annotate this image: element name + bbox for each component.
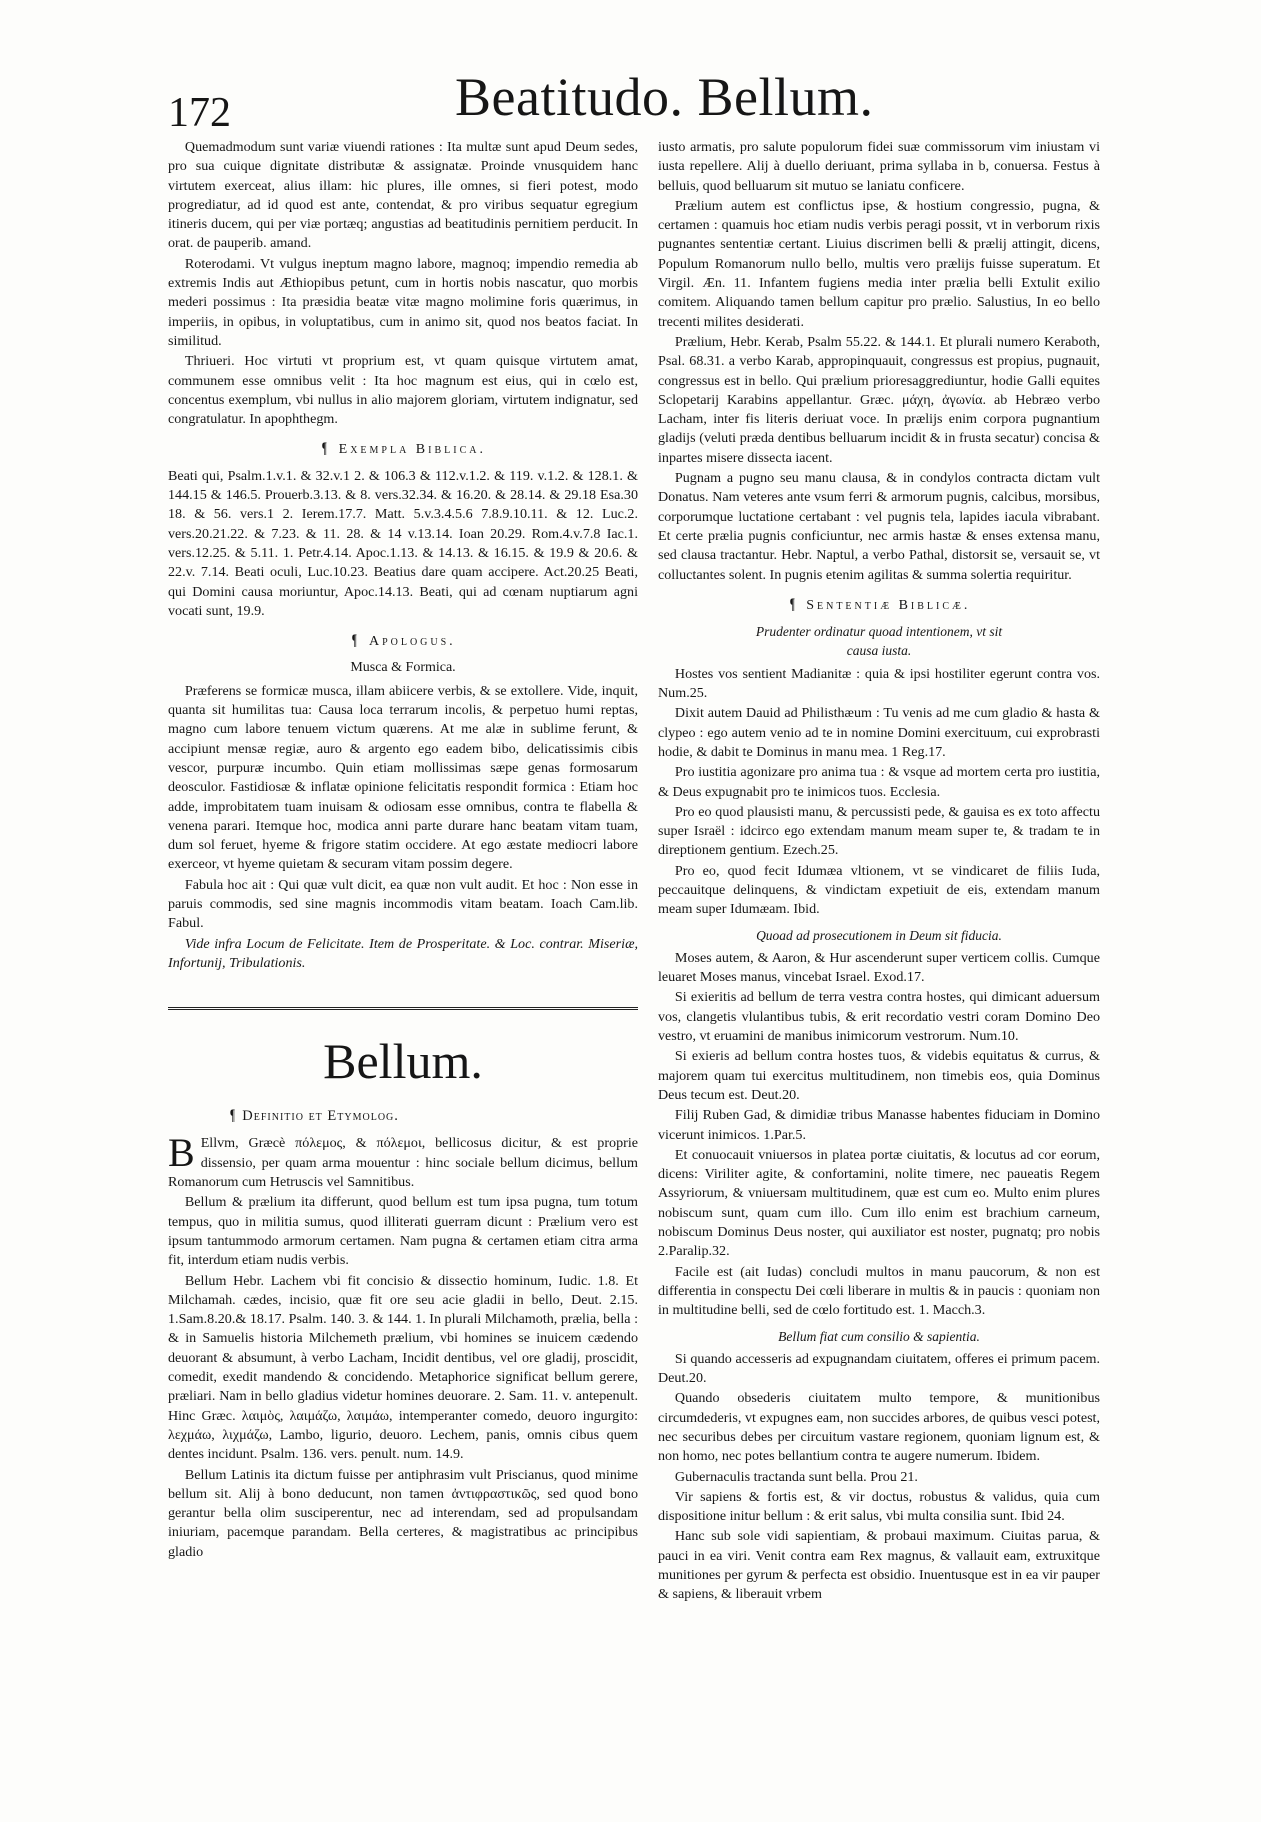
subheading: Quoad ad prosecutionem in Deum sit fiducia. — [756, 927, 1002, 943]
cross-reference: Vide infra Locum de Felicitate. Item de Prosperitate. & Loc. contrar. Miseriæ, Infortunij, Tribulationis. — [168, 935, 638, 971]
paragraph: Dixit autem Dauid ad Philisthæum : Tu venis ad me cum gladio & hasta & clypeo : ego autem venio ad te in nomine Domini exercituum, cui exprobrasti hodie, & dabit te Dominus in manu mea. 1 Reg.17. — [658, 705, 1100, 760]
paragraph: B Ellvm, Græcè πόλεμος, & πόλεμοι, bellicosus dicitur, & est proprie dissensio, per quam arma mouentur : hinc sociale bellum dicimus, bellum Romanorum cum Hetruscis vel Samnitibus. — [168, 1130, 638, 1191]
paragraph: Filij Ruben Gad, & dimidiæ tribus Manasse habentes fiduciam in Domino vicerunt inimicos. 1.Par.5. — [658, 1107, 1100, 1143]
paragraph: Vir sapiens & fortis est, & vir doctus, robustus & validus, quia cum dispositione initur bellum : & erit salus, vbi multa consilia sunt. Ibid 24. — [658, 1488, 1100, 1525]
paragraph: Pro eo quod plausisti manu, & percussisti pede, & gauisa es ex toto affectu super Israël : idcirco ego extendam manum meam super te, & tradam te in direptionem gentium. Ezech.25. — [658, 803, 1100, 859]
fable-title: Musca & Formica. — [350, 660, 456, 676]
subheading: Prudenter ordinatur quoad intentionem, vt sit causa iusta. — [755, 624, 1003, 659]
paragraph: Bellum & prælium ita differunt, quod bellum est tum ipsa pugna, tum totum tempus, quo in militia sumus, quod illiterati guerram dicunt : Prælium vero est ipsum tantummodo armorum certamen. Nam pugna & certamen etiam citra arma fit, interdum etiam nudis verbis. — [168, 1194, 638, 1269]
section-heading-definitio: ¶ Definitio et Etymolog. — [229, 1107, 399, 1125]
page-number: 172 — [168, 90, 231, 136]
paragraph: Si exieritis ad bellum de terra vestra contra hostes, qui dimicant aduersum vos, clangetis vlulantibus tubis, & erit recordatio vestri coram Domino Deo vestro, vt eruamini de manibus inimicorum vestrorum. Num.10. — [658, 989, 1100, 1045]
paragraph: Fabula hoc ait : Qui quæ vult dicit, ea quæ non vult audit. Et hoc : Non esse in paruis commodis, sed sine magnis incommodis vitam beatam. Ioach Cam.lib. Fabul. — [168, 876, 638, 932]
section-heading-apologus: ¶ Apologus. — [352, 632, 456, 650]
drop-cap: B — [168, 1130, 195, 1176]
paragraph: Hanc sub sole vidi sapientiam, & probaui maximum. Ciuitas parua, & pauci in ea viri. Venit contra eam Rex magnus, & vallauit eam, extruxitque munitiones per gyrum & perfecta est obsidio. Inuentusque est in ea vir pauper & sapiens, & liberauit vrbem — [658, 1528, 1100, 1603]
running-head: Beatitudo. Bellum. — [455, 67, 874, 127]
subheading: Bellum fiat cum consilio & sapientia. — [778, 1328, 980, 1344]
section-heading-exempla: ¶ Exempla Biblica. — [321, 440, 486, 458]
pilcrow-icon: ¶ — [789, 595, 795, 613]
section-heading-sententiae: ¶ Sententiæ Biblicæ. — [789, 595, 971, 613]
paragraph: Roterodami. Vt vulgus ineptum magno labore, magnoq; impendio remedia ab extremis Indis aut Æthiopibus petunt, cum in hortis nobis nascatur, quo morbis mederi possimus : Ita præsidia beatæ vitæ magno molimine foris quærimus, in imperiis, in opibus, in voluptatibus, cum in animo sit, quod nos beatos faciat. In similitud. — [168, 255, 638, 349]
paragraph: Et conuocauit vniuersos in platea portæ ciuitatis, & locutus ad cor eorum, dicens: Viriliter agite, & confortamini, nolite timere, nec paueatis Regem Assyriorum, & vniuersam multitudinem, quæ est cum eo. Multo enim plures nobiscum sunt, quam cum illo. Cum illo enim est brachium carneum, nobiscum Dominus Deus noster, qui auxiliator est noster, pugnatq; pro nobis 2.Paralip.32. — [658, 1146, 1100, 1260]
paragraph: Pro eo, quod fecit Idumæa vltionem, vt se vindicaret de filiis Iuda, peccauitque delinquens, & vindictam expetiuit de eis, extendam manum meam super Idumæam. Ibid. — [658, 862, 1100, 918]
paragraph: Si exieris ad bellum contra hostes tuos, & videbis equitatus & currus, & majorem quam tui exercitus multitudinem, non timebis eos, quia Dominus Deus tecum est. Deut.20. — [658, 1048, 1100, 1103]
pilcrow-icon: ¶ — [229, 1107, 236, 1125]
paragraph: Prælium autem est conflictus ipse, & hostium congressio, pugna, & certamen : quamuis hoc etiam nudis verbis peragi possit, vt in verborum rixis pugnantes sententiæ certant. Liuius discrimen belli & prælij attingit, dicens, Populum Romanorum nullo bello, multis vero prælijs fuisse superatum. Et Virgil. Æn. 11. Infantem fugiens media inter prælia belli Extulit exilio comitem. Aliquando tamen bellum capitur pro prælio. Salustius, In eo bello trecenti milites desiderati. — [658, 197, 1100, 330]
paragraph: Pugnam a pugno seu manu clausa, & in condylos contracta dictam vult Donatus. Nam veteres ante vsum ferri & armorum pugnis, calcibus, morsibus, corporumque luctatione certabant : vel pugnis tela, lapides iacula vibrabant. Et certe prælia pugnis conficiuntur, nec armis hastæ & enses extensa manu, sed clausa tractantur. Hebr. Naptul, a verbo Pathal, distorsit se, versauit se, vt colluctantes solent. In pugnis etenim agilitas & summa solertia requiritur. — [658, 470, 1100, 583]
paragraph: Quemadmodum sunt variæ viuendi rationes : Ita multæ sunt apud Deum sedes, pro sua cuique dignitate distributæ & assignatæ. Proinde vnusquidem hanc virtutem exerceat, alius illam: hic plures, ille omnes, si fieri potest, modo progrediatur, ad id quod est ante, contendat, & pro viribus sequatur egregium itineris ducem, qui per viæ portæq; angustias ad beatitudinis pernitiem perducit. In orat. de pauperib. amand. — [168, 139, 638, 252]
section-title: Bellum. — [323, 1033, 483, 1090]
paragraph: Si quando accesseris ad expugnandam ciuitatem, offeres ei primum pacem. Deut.20. — [658, 1350, 1100, 1387]
paragraph: Hostes vos sentient Madianitæ : quia & ipsi hostiliter egerunt contra vos. Num.25. — [658, 665, 1100, 702]
paragraph: Bellum Latinis ita dictum fuisse per antiphrasim vult Priscianus, quod minime bellum sit. Alij à bono deducunt, non tamen ἀντιφραστικῶς, sed quod bono gerantur bella olim susciperentur, nec ad interendam, sed ad propulsandam iniuriam, pacemque parandam. Bella certeres, & magistratibus ac principibus gladio — [168, 1466, 638, 1560]
left-column — [168, 138, 638, 1563]
paragraph: Gubernaculis tractanda sunt bella. Prou 21. — [674, 1468, 918, 1485]
paragraph: Quando obsederis ciuitatem multo tempore, & munitionibus circumdederis, vt expugnes eam, non succides arbores, de quibus vesci potest, nec securibus debes per circuitum vastare regionem, quoniam lignum est, & non homo, nec potes bellantium contra te augere numerum. Ibidem. — [658, 1390, 1100, 1465]
section-divider — [168, 1007, 638, 1010]
paragraph: iusto armatis, pro salute populorum fidei suæ commissorum vim iniustam vi iusta repellere. Alij à duello deriuant, prima syllaba in b, conuersa. Festus à belluis, quod belluarum sit mutuo se laniatu conficere. — [658, 139, 1100, 194]
paragraph: Moses autem, & Aaron, & Hur ascenderunt super verticem collis. Cumque leuaret Moses manus, vincebat Israel. Exod.17. — [658, 949, 1100, 986]
paragraph: Bellum Hebr. Lachem vbi fit concisio & dissectio hominum, Iudic. 1.8. Et Milchamah. cædes, incisio, quæ fit ore seu acie gladii in bello, Deut. 2.15. 1.Sam.8.20.& 18.17. Psalm. 140. 3. & 144. 1. In plurali Milchamoth, prælia, bella : & in Samuelis historia Milchemeth prælium, vbi homines se inuicem cædendo deuorant & absumunt, à verbo Lacham, Incidit dentibus, vel ore gladij, proscidit, comedit, exedit mandendo & concidendo. Metaphorice significat bellum gerere, præliari. Nam in bello gladius videtur homines deuorare. 2. Sam. 11. v. antepenult. Hinc Græc. λαιμὸς, λαιμάζω, λαιμάω, intemperanter comedo, deuoro ingurgito: λεχμάω, λιχμάζω, Lambo, ligurio, deuoro. Lechem, panis, omnis cibus quem dentes incidunt. Psalm. 136. vers. penult. num. 14.9. — [168, 1272, 638, 1463]
paragraph: Prælium, Hebr. Kerab, Psalm 55.22. & 144.1. Et plurali numero Keraboth, Psal. 68.31. a verbo Karab, appropinquauit, congressus est propius, pugnauit, congressus est in bello. Qui prælium prioresaggrediuntur, hodie Galli equites Sclopetarij Karabins appellantur. Græc. μάχη, ἀγωνία. ab Hebræo verbo Lacham, inter fis literis deriuat voce. In prælijs enim corpora pugnantium gladijs (veluti præda dentibus belluarum incidit & in frusta secatur) concisa & inpartes misere dissecta iacent. — [658, 333, 1100, 466]
pilcrow-icon: ¶ — [352, 632, 358, 650]
paragraph: Pro iustitia agonizare pro anima tua : & vsque ad mortem certa pro iustitia, & Deus expugnabit pro te inimicos tuos. Ecclesia. — [658, 764, 1100, 800]
paragraph: Beati qui, Psalm.1.v.1. & 32.v.1 2. & 106.3 & 112.v.1.2. & 119. v.1.2. & 128.1. & 144.15 & 146.5. Prouerb.3.13. & 8. vers.32.34. & 16.20. & 28.14. & 29.18 Esa.30 18. & 56. vers.1 2. Ierem.17.7. Matt. 5.v.3.4.5.6 7.8.9.10.11. & 12. Luc.2. vers.20.21.22. & 7.23. & 11. 28. & 14 v.13.14. Ioan 20.29. Rom.4.v.7.8 Iac.1. vers.12.25. & 5.11. 1. Petr.4.14. Apoc.1.13. & 14.13. & 16.15. & 19.9 & 20.6. & 22.v. 7.14. Beati oculi, Luc.10.23. Beatius dare quam accipere. Act.20.25 Beati, qui Domini causa moriuntur, Apoc.14.13. Beati, qui ad cœnam nuptiarum agni vocati sunt, 19.9. — [168, 467, 638, 619]
right-column — [658, 138, 1100, 1606]
paragraph: Thriueri. Hoc virtuti vt proprium est, vt quam quisque virtutem amat, communem esse omnibus velit : Ita hoc magnum est eius, qui in cœlo est, concentus exemplum, vbi nullus in alio majorem gloriam, virtutem indignatur, sed congratulatur. In apophthegm. — [168, 353, 638, 428]
pilcrow-icon: ¶ — [321, 440, 327, 458]
paragraph: Facile est (ait Iudas) concludi multos in manu paucorum, & non est differentia in conspectu Dei cœli liberare in multis & in paucis : quoniam non in multitudine belli, sed de cœlo fortitudo est. 1. Macch.3. — [658, 1263, 1100, 1319]
paragraph: Præferens se formicæ musca, illam abiicere verbis, & se extollere. Vide, inquit, quanta sit humilitas tua: Causa loca terrarum incolis, & perpetuo humi reptas, magno cum labore tenuem victum quærens. At me alæ in sublime ferunt, & accipiunt mensæ regiæ, auro & argento ego eadem bibo, delicatissimis cibis vescor, purpuræ incumbo. Quin etiam mollissimas sæpe genas formosarum deosculor. Fastidiosæ & inflatæ opinione felicitatis respondit formica : Etiam hoc adde, improbitatem tuam inuisam & odiosam esse omnibus, contra te flabella & venena parari. Itemque hoc, modica anni parte durare hanc beatam vitam tuam, dum sol feruet, hyeme & frigore statim occidere. At ego æstate mediocri labore exerceor, vt hyeme quietam & securam vitam possim degere. — [168, 682, 638, 873]
